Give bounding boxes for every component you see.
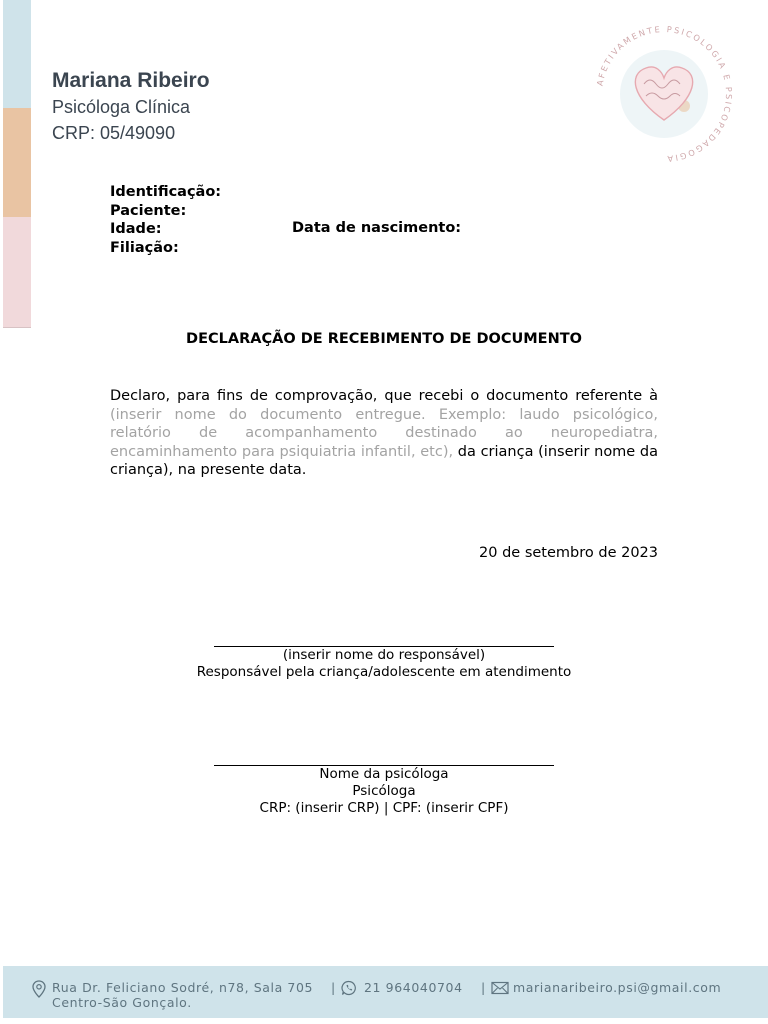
footer-address-line2: Centro-São Gonçalo. [52,995,192,1010]
footer-bar [3,966,768,1018]
psychologist-name: Mariana Ribeiro [52,69,210,92]
responsible-role: Responsável pela criança/adolescente em atendimento [196,664,572,680]
declaration-text-end: da criança (inserir nome da criança), na presente data. [110,443,659,478]
footer-email[interactable]: marianaribeiro.psi@gmail.com [513,980,722,995]
responsible-name: (inserir nome do responsável) [282,647,486,663]
location-pin-icon [32,980,46,998]
brand-logo [588,18,740,170]
identification-block [110,183,221,257]
document-title: DECLARAÇÃO DE RECEBIMENTO DE DOCUMENTO [186,331,582,347]
psychologist-signature-role: Psicóloga [352,783,416,799]
side-band-orange [3,108,31,217]
envelope-icon [491,981,509,995]
psychologist-signature-registry: CRP: (inserir CRP) | CPF: (inserir CPF) [259,800,509,816]
footer-separator: | [481,980,486,995]
footer-address-line1: Rua Dr. Feliciano Sodré, n78, Sala 705 [52,980,314,995]
footer-separator: | [331,980,336,995]
side-band-blue [3,0,31,108]
age-label: Idade: [110,221,162,237]
birthdate-label: Data de nascimento: [292,220,462,236]
whatsapp-icon [341,980,357,996]
psychologist-crp: CRP: 05/49090 [52,123,176,143]
parentage-label: Filiação: [110,239,179,256]
document-date: 20 de setembro de 2023 [479,545,658,561]
declaration-paragraph [110,387,658,480]
document-placeholder-text: (inserir nome do documento entregue. Exemplo: laudo psicológico, relatório de acompanhamento destinado ao neuropediatra, encaminhamento para psiquiatria infantil, etc), [110,406,658,460]
logo-ring-text: AFETIVAMENTE PSICOLOGIA E PSICOPEDAGOGIA [594,23,735,165]
psychologist-signature-name: Nome da psicóloga [319,766,449,782]
psychologist-title: Psicóloga Clínica [52,97,191,117]
identification-label: Identificação: [110,184,222,200]
patient-label: Paciente: [110,202,187,219]
side-band-pink [3,217,31,328]
footer-phone[interactable]: 21 964040704 [364,980,463,995]
declaration-text-start: Declaro, para fins de comprovação, que recebi o documento referente à [110,388,658,404]
